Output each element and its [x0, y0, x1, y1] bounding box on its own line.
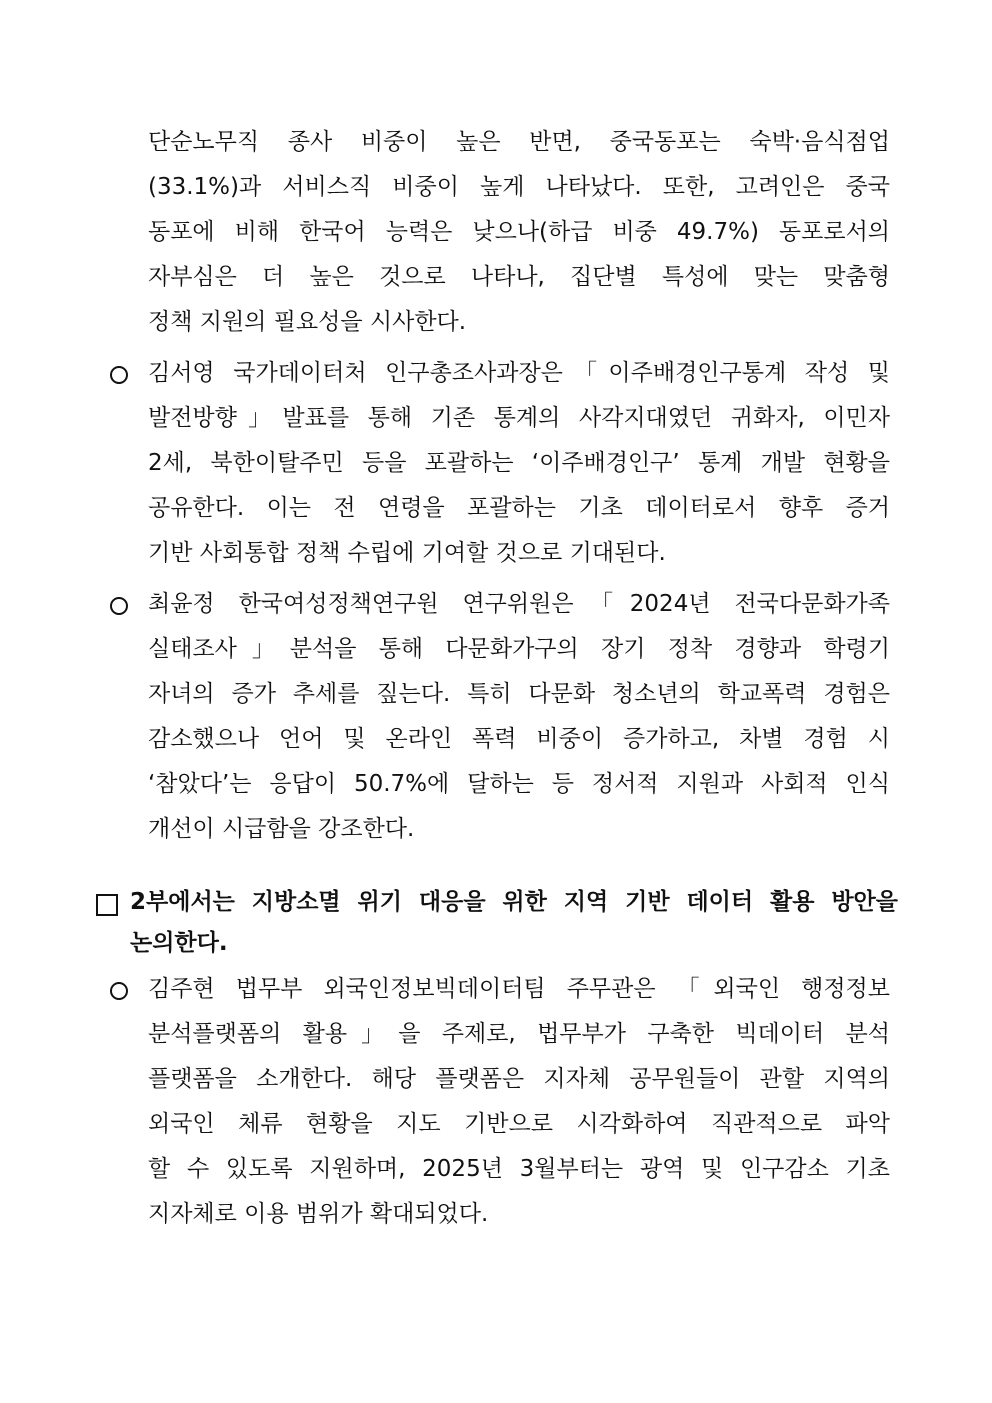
text-line: 플랫폼을 소개한다. 해당 플랫폼은 지자체 공무원들이 관할 지역의 [148, 1066, 890, 1092]
text-line: 분석플랫폼의 활용」을 주제로, 법무부가 구축한 빅데이터 분석 [148, 1021, 890, 1047]
text-line: 감소했으나 언어 및 온라인 폭력 비중이 증가하고, 차별 경험 시 [148, 726, 890, 752]
heading-line: 논의한다. [130, 930, 228, 956]
text-line: 자녀의 증가 추세를 짚는다. 특히 다문화 청소년의 학교폭력 경험은 [148, 681, 890, 707]
heading-line: 2부에서는 지방소멸 위기 대응을 위한 지역 기반 데이터 활용 방안을 [130, 889, 898, 915]
text-line: 정책 지원의 필요성을 시사한다. [148, 309, 467, 335]
text-line: 할 수 있도록 지원하며, 2025년 3월부터는 광역 및 인구감소 기초 [148, 1156, 890, 1182]
text-line: (33.1%)과 서비스직 비중이 높게 나타났다. 또한, 고려인은 중국 [148, 174, 890, 200]
text-line: 단순노무직 종사 비중이 높은 반면, 중국동포는 숙박·음식점업 [148, 129, 890, 155]
text-line: 동포에 비해 한국어 능력은 낮으나(하급 비중 49.7%) 동포로서의 [148, 219, 890, 245]
circle-bullet-icon [110, 597, 128, 615]
text-line: 자부심은 더 높은 것으로 나타나, 집단별 특성에 맞는 맞춤형 [148, 264, 890, 290]
text-line: 김서영 국가데이터처 인구총조사과장은「이주배경인구통계 작성 및 [148, 360, 890, 386]
text-line: 공유한다. 이는 전 연령을 포괄하는 기초 데이터로서 향후 증거 [148, 495, 890, 521]
text-line: 2세, 북한이탈주민 등을 포괄하는 ‘이주배경인구’ 통계 개발 현황을 [148, 450, 890, 476]
square-bullet-icon [96, 894, 118, 916]
circle-bullet-icon [110, 982, 128, 1000]
text-line: 개선이 시급함을 강조한다. [148, 816, 415, 842]
text-line: 김주현 법무부 외국인정보빅데이터팀 주무관은 「외국인 행정정보 [148, 976, 890, 1002]
circle-bullet-icon [110, 366, 128, 384]
text-line: 외국인 체류 현황을 지도 기반으로 시각화하여 직관적으로 파악 [148, 1111, 890, 1137]
text-line: 최윤정 한국여성정책연구원 연구위원은「2024년 전국다문화가족 [148, 591, 890, 617]
text-line: 실태조사」분석을 통해 다문화가구의 장기 정착 경향과 학령기 [148, 636, 890, 662]
text-line: 지자체로 이용 범위가 확대되었다. [148, 1201, 489, 1227]
text-line: 발전방향」발표를 통해 기존 통계의 사각지대였던 귀화자, 이민자 [148, 405, 890, 431]
text-line: ‘참았다’는 응답이 50.7%에 달하는 등 정서적 지원과 사회적 인식 [148, 771, 890, 797]
text-line: 기반 사회통합 정책 수립에 기여할 것으로 기대된다. [148, 540, 666, 566]
